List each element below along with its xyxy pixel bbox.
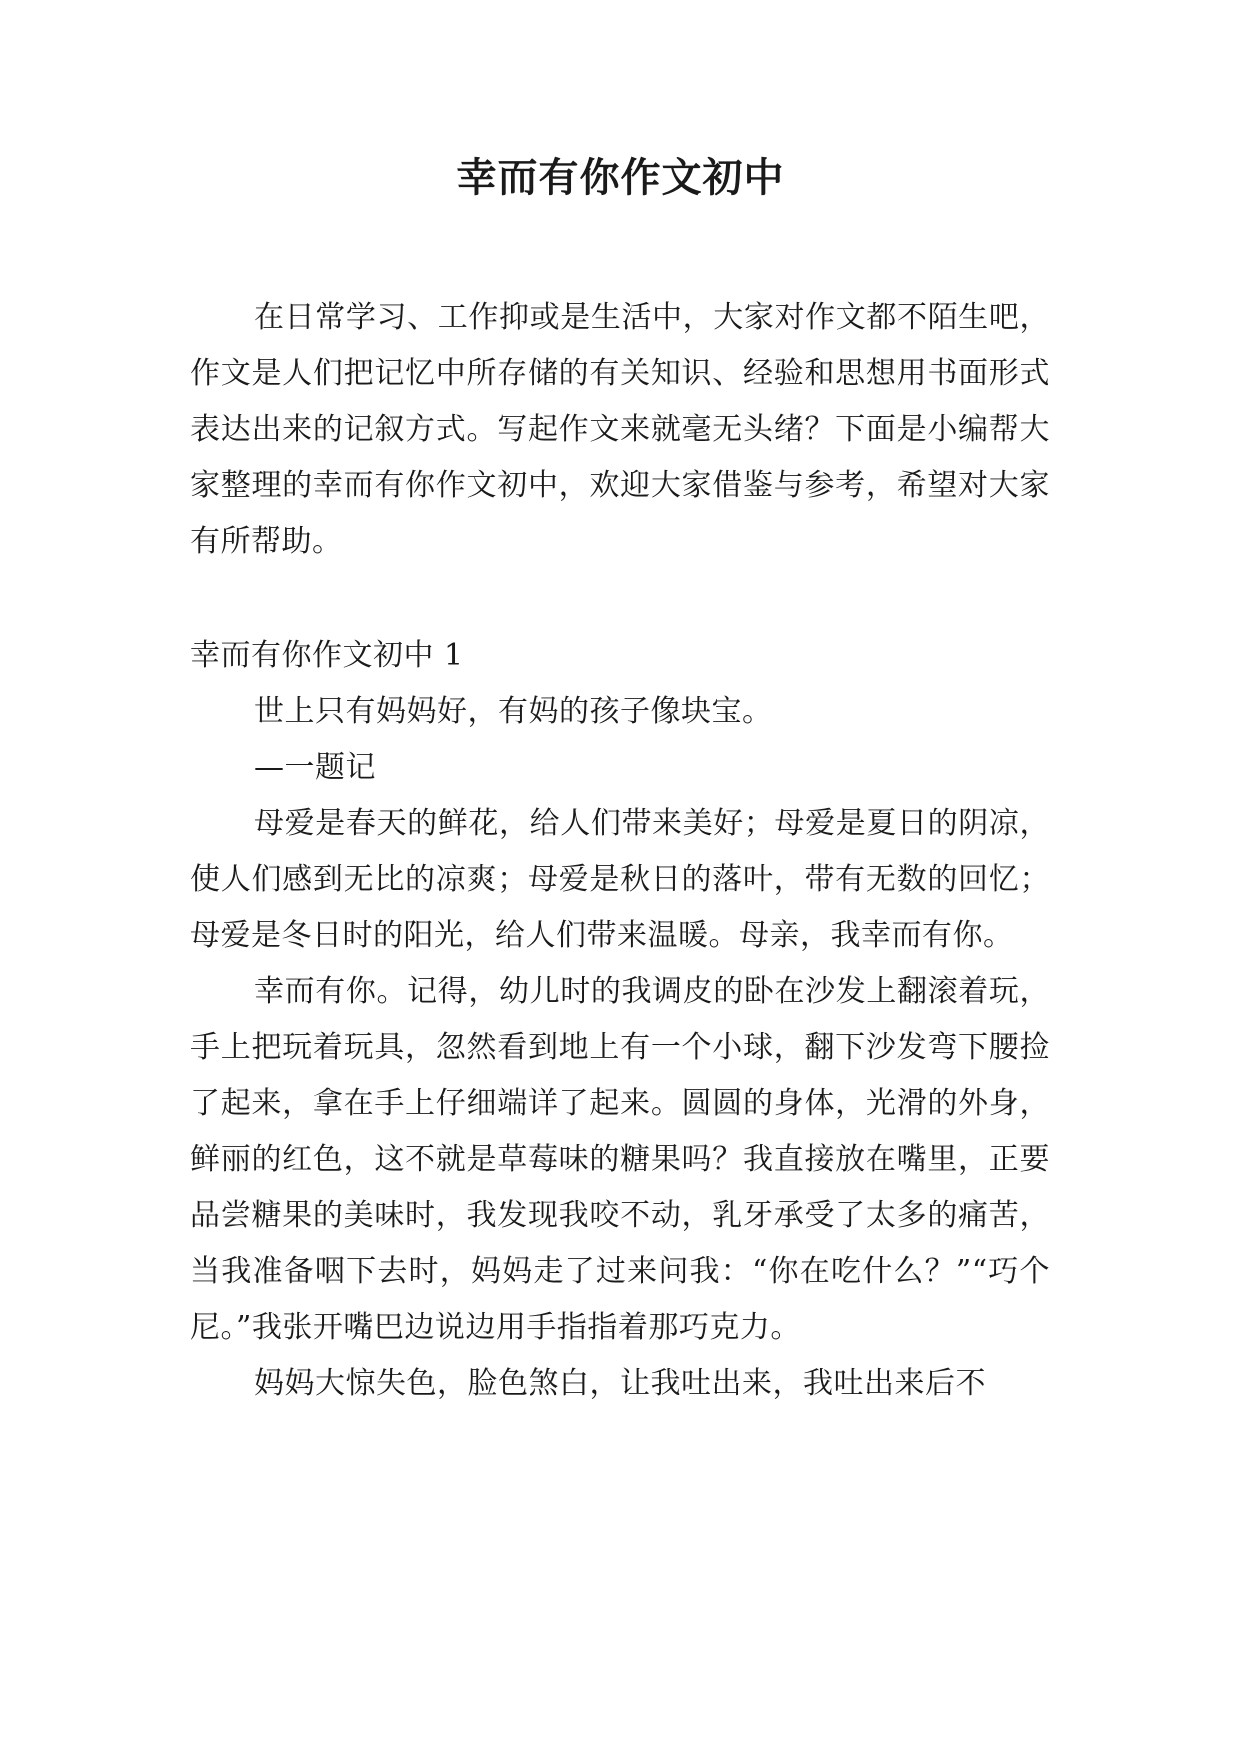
- body-paragraph: 幸而有你。记得，幼儿时的我调皮的卧在沙发上翻滚着玩，手上把玩着玩具，忽然看到地上有一个小球，翻下沙发弯下腰捡了起来，拿在手上仔细端详了起来。圆圆的身体，光滑的外身，鲜丽的红色，这不就是草莓味的糖果吗？我直接放在嘴里，正要品尝糖果的美味时，我发现我咬不动，乳牙承受了太多的痛苦，当我准备咽下去时，妈妈走了过来问我：“你在吃什么？”“巧个尼。”我张开嘴巴边说边用手指指着那巧克力。: [190, 974, 1050, 1345]
- epigraph: 世上只有妈妈好，有妈的孩子像块宝。: [254, 694, 773, 729]
- body-paragraph: 母爱是春天的鲜花，给人们带来美好；母爱是夏日的阴凉，使人们感到无比的凉爽；母爱是秋日的落叶，带有无数的回忆；母爱是冬日时的阳光，给人们带来温暖。母亲，我幸而有你。: [190, 806, 1050, 953]
- section-spacer: [190, 570, 1050, 628]
- page-title: 幸而有你作文初中: [456, 155, 785, 201]
- epigraph-note: —一题记: [254, 750, 376, 785]
- body-paragraph: 妈妈大惊失色，脸色煞白，让我吐出来，我吐出来后不: [254, 1366, 986, 1401]
- section-heading: 幸而有你作文初中 1: [190, 638, 464, 673]
- intro-paragraph: 在日常学习、工作抑或是生活中，大家对作文都不陌生吧，作文是人们把记忆中所存储的有关知识、经验和思想用书面形式表达出来的记叙方式。写起作文来就毫无头绪？下面是小编帮大家整理的幸而有你作文初中，欢迎大家借鉴与参考，希望对大家有所帮助。: [190, 300, 1050, 559]
- document-body: [190, 290, 1050, 1412]
